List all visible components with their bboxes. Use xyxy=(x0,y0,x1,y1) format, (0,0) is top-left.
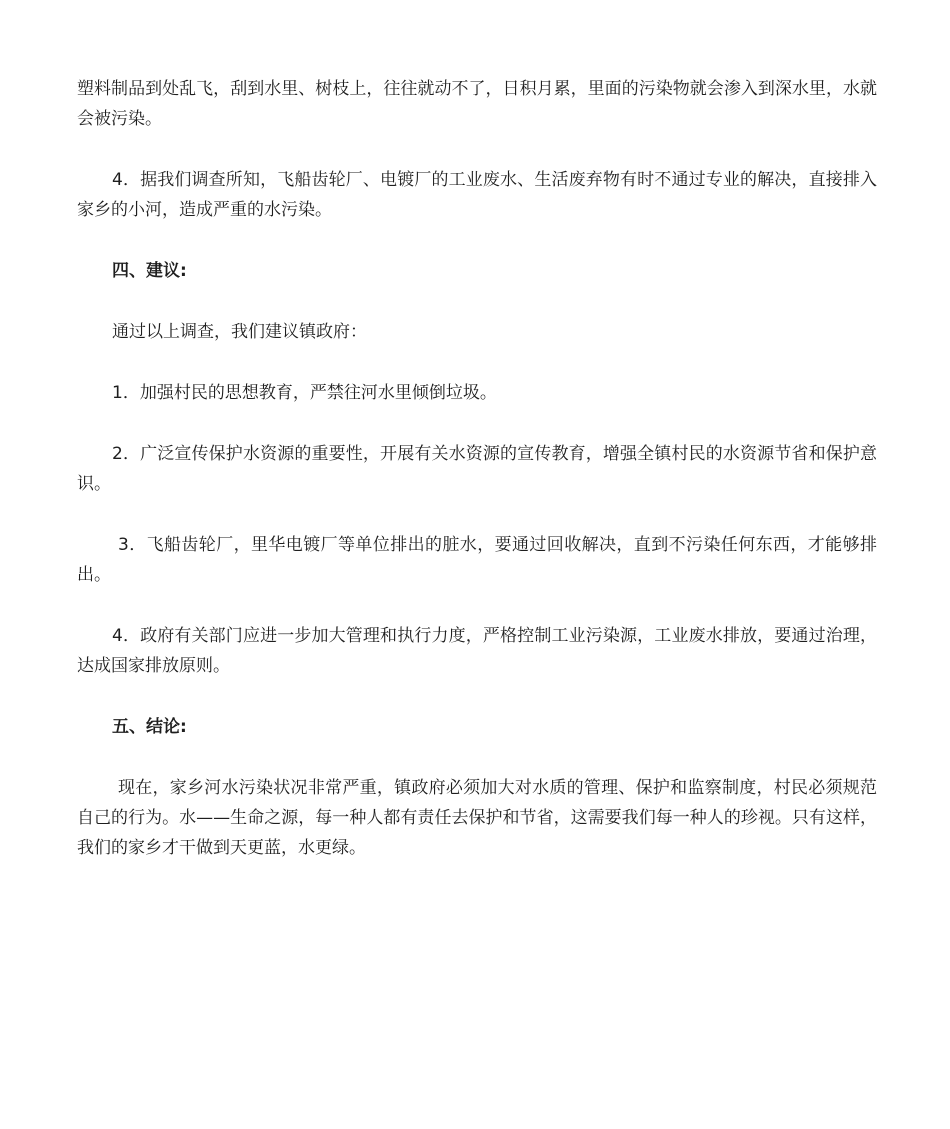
section-heading-suggestions: 四、建议: xyxy=(112,261,187,281)
paragraph-finding-4: 4．据我们调查所知，飞船齿轮厂、电镀厂的工业废水、生活废弃物有时不通过专业的解决，直接排入家乡的小河，造成严重的水污染。 xyxy=(77,170,877,220)
paragraph-suggestion-3: 3．飞船齿轮厂，里华电镀厂等单位排出的脏水，要通过回收解决，直到不污染任何东西，才能够排出。 xyxy=(77,535,877,585)
section-heading-conclusion: 五、结论: xyxy=(112,717,187,737)
paragraph-plastic-pollution: 塑料制品到处乱飞，刮到水里、树枝上，往往就动不了，日积月累，里面的污染物就会渗入到深水里，水就会被污染。 xyxy=(77,79,877,129)
paragraph-suggestion-1: 1．加强村民的思想教育，严禁往河水里倾倒垃圾。 xyxy=(112,383,497,403)
paragraph-suggestion-2: 2．广泛宣传保护水资源的重要性，开展有关水资源的宣传教育，增强全镇村民的水资源节省和保护意识。 xyxy=(77,444,877,494)
paragraph-conclusion: 现在，家乡河水污染状况非常严重，镇政府必须加大对水质的管理、保护和监察制度，村民必须规范自己的行为。水——生命之源，每一种人都有责任去保护和节省，这需要我们每一种人的珍视。只有这样，我们的家乡才干做到天更蓝，水更绿。 xyxy=(77,778,877,858)
paragraph-suggestion-intro: 通过以上调查，我们建议镇政府： xyxy=(112,322,367,342)
document-body xyxy=(77,74,877,894)
paragraph-suggestion-4: 4．政府有关部门应进一步加大管理和执行力度，严格控制工业污染源，工业废水排放，要通过治理，达成国家排放原则。 xyxy=(77,626,877,676)
